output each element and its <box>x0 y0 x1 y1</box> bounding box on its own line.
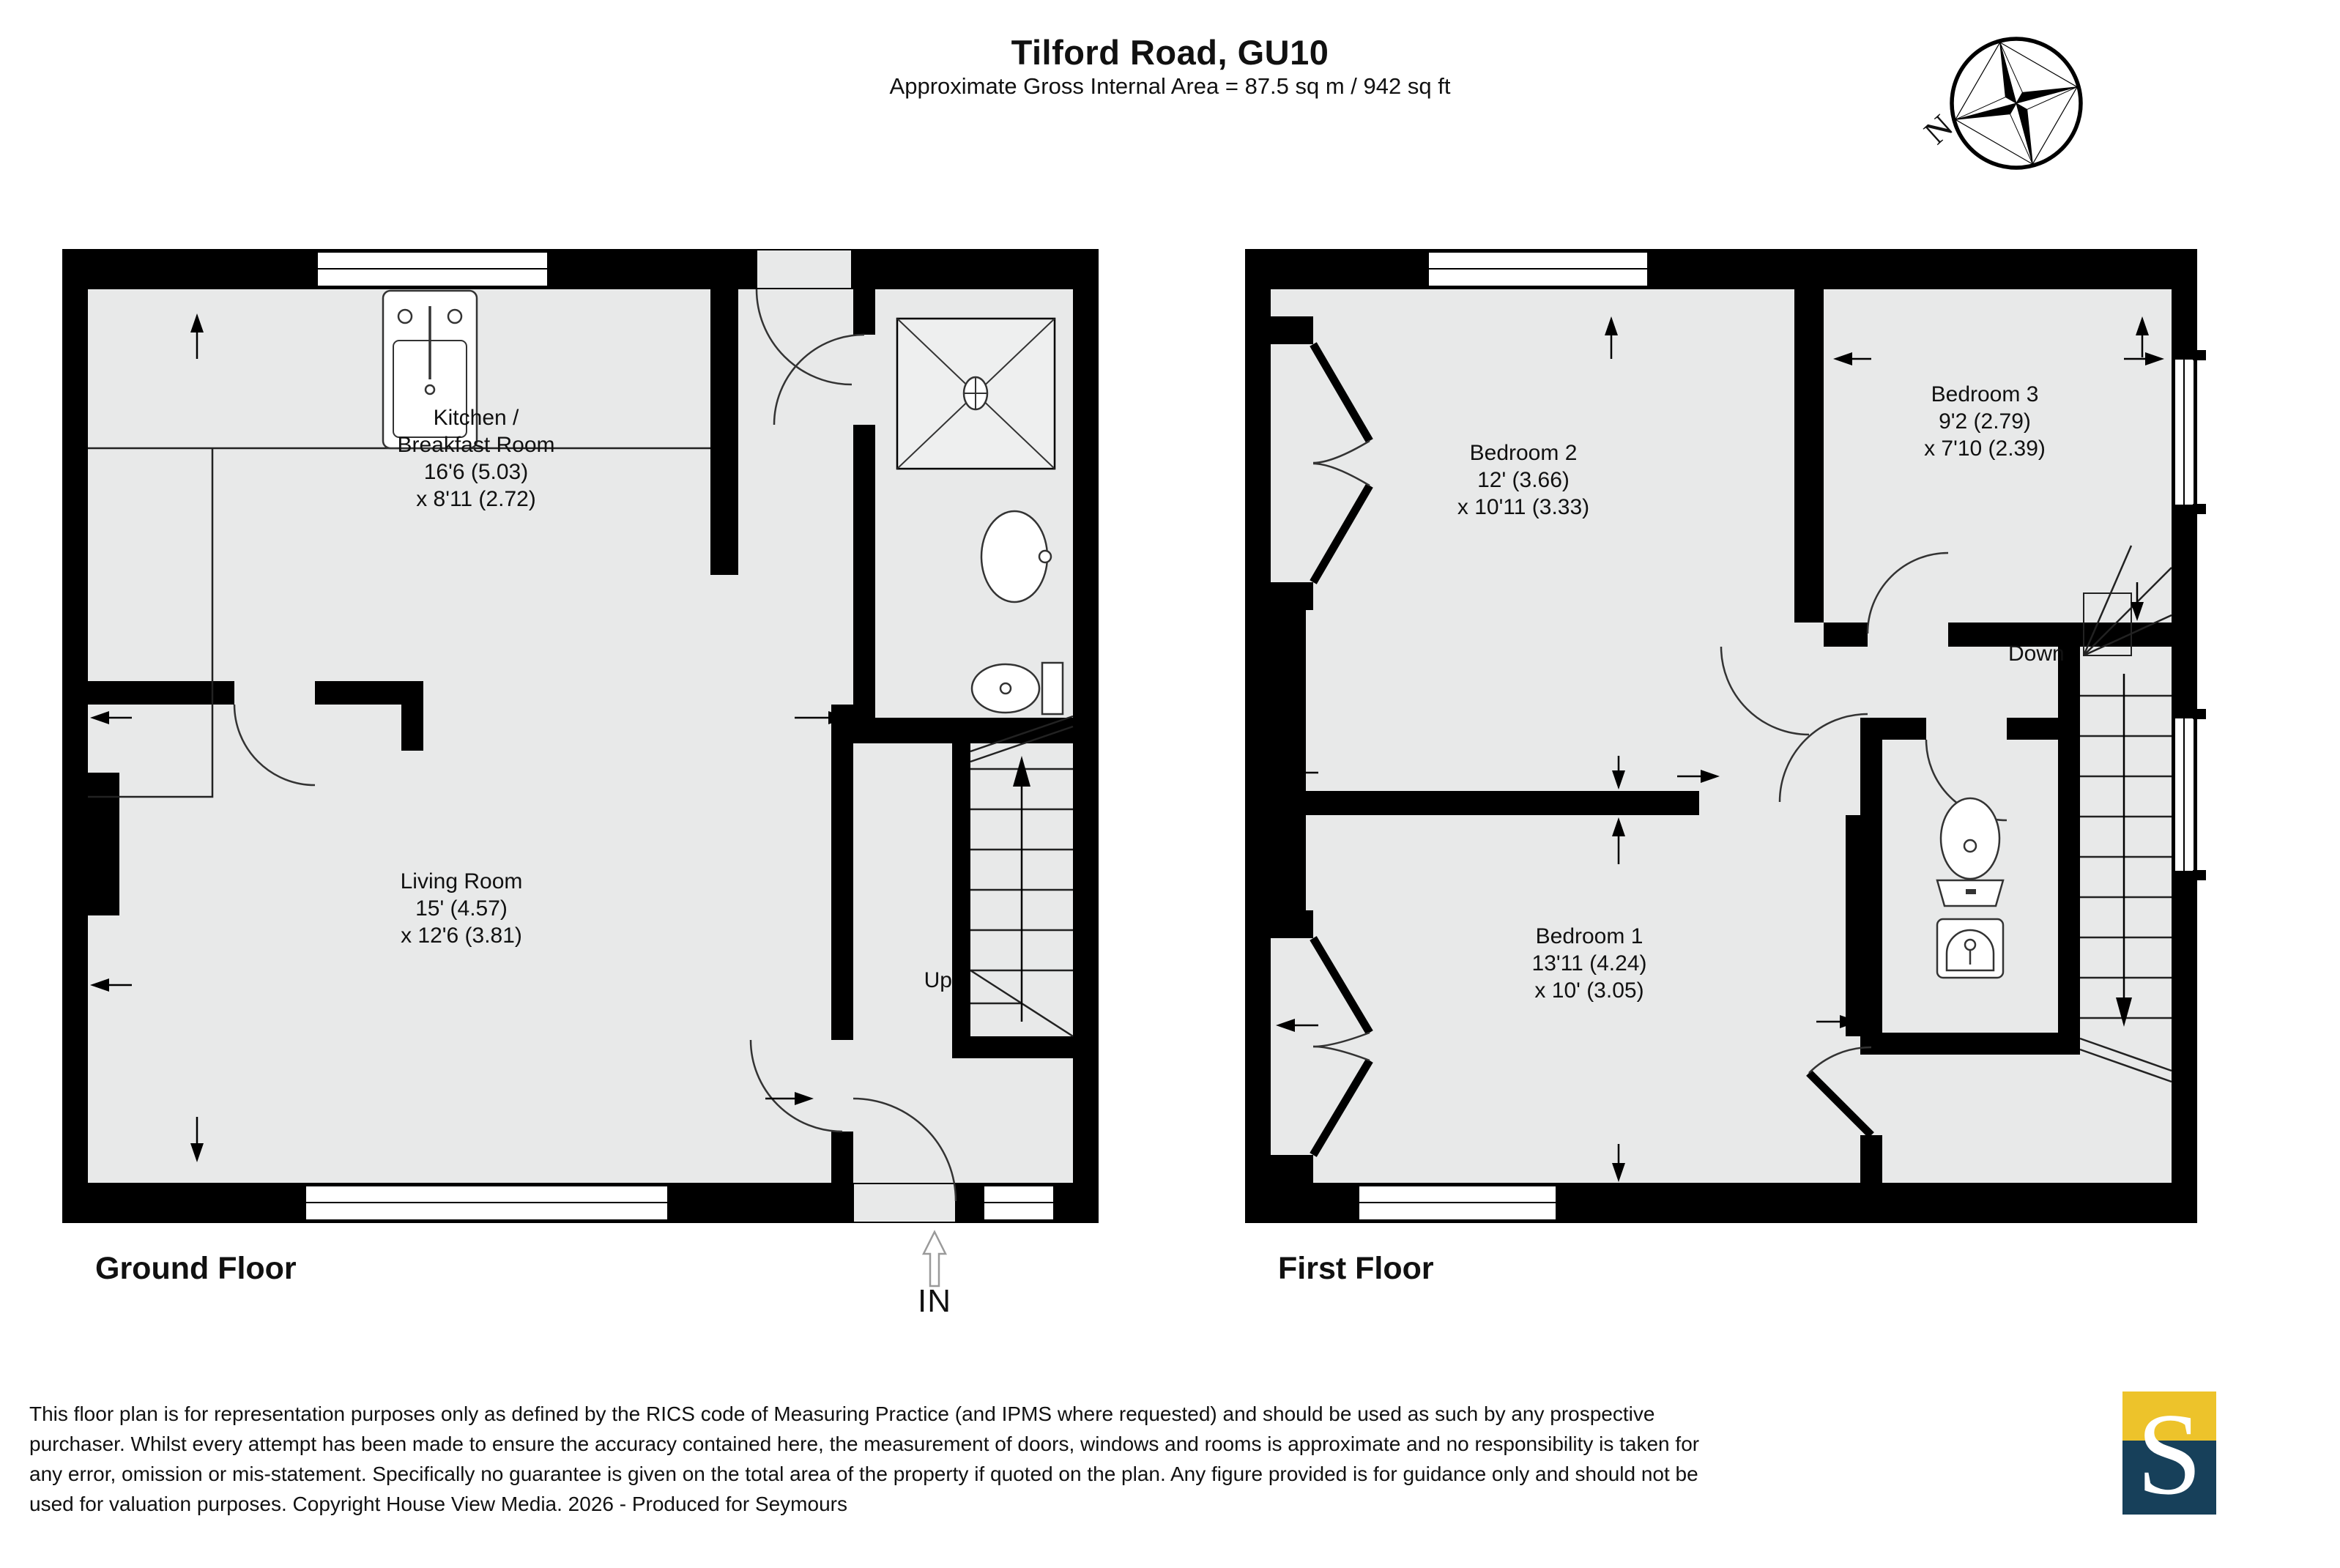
entrance-arrow-icon <box>924 1232 946 1286</box>
bedroom1-label <box>1443 923 1736 1004</box>
disclaimer-line: purchaser. Whilst every attempt has been made to ensure the accuracy contained here, the measurement of doors, windows and rooms is approximate and no responsibility is taken for <box>29 1433 1700 1455</box>
bedroom2-label <box>1377 439 1670 521</box>
first-floor-title: First Floor <box>1278 1251 1434 1286</box>
room-label-line: x 8'11 (2.72) <box>416 487 536 511</box>
living-room-label <box>315 868 608 949</box>
room-label-line: x 10'11 (3.33) <box>1457 495 1590 519</box>
page-title: Tilford Road, GU10 <box>1011 33 1329 72</box>
room-label-line: 15' (4.57) <box>415 896 508 921</box>
toilet-icon <box>972 663 1063 714</box>
room-label-line: Bedroom 2 <box>1469 441 1578 465</box>
room-label-line: 9'2 (2.79) <box>1939 409 2031 434</box>
room-label-line: Living Room <box>400 869 523 893</box>
compass-north-label: N <box>1917 107 1961 152</box>
basin-icon-first <box>1937 919 2003 978</box>
toilet-icon-first <box>1937 798 2003 906</box>
room-label-line: Bedroom 1 <box>1535 924 1643 948</box>
room-label-line: x 12'6 (3.81) <box>401 924 522 948</box>
stairs-up-label: Up <box>924 968 952 992</box>
disclaimer-line: any error, omission or mis-statement. Specifically no guarantee is given on the total area of the property if quoted on the plan. Any figure provided is for guidance only and should not be <box>29 1463 1698 1485</box>
room-label-line: Breakfast Room <box>397 433 555 457</box>
disclaimer-text <box>29 1399 2109 1519</box>
disclaimer-line: used for valuation purposes. Copyright House View Media. 2026 - Produced for Seymours <box>29 1493 847 1515</box>
kitchen-label <box>330 404 623 513</box>
entrance-label: IN <box>918 1283 951 1319</box>
ground-floor-title: Ground Floor <box>95 1251 297 1286</box>
disclaimer-line: This floor plan is for representation purposes only as defined by the RICS code of Measuring Practice (and IPMS where requested) and should be used as such by any prospective <box>29 1402 1655 1425</box>
page-subtitle: Approximate Gross Internal Area = 87.5 sq m / 942 sq ft <box>889 73 1451 99</box>
bedroom3-label <box>1838 381 2131 462</box>
stairs-down-label: Down <box>2008 642 2065 666</box>
shower-tray-icon <box>897 319 1055 469</box>
compass-icon <box>1939 26 2093 180</box>
room-label-line: x 7'10 (2.39) <box>1924 436 2046 461</box>
room-label-line: Bedroom 3 <box>1931 382 2039 406</box>
room-label-line: 16'6 (5.03) <box>423 460 529 484</box>
seymours-logo <box>2122 1389 2216 1519</box>
room-label-line: x 10' (3.05) <box>1534 978 1644 1003</box>
room-label-line: Kitchen / <box>433 406 519 430</box>
room-label-line: 12' (3.66) <box>1477 468 1570 492</box>
room-label-line: 13'11 (4.24) <box>1531 951 1647 976</box>
logo-letter: S <box>2136 1389 2202 1519</box>
